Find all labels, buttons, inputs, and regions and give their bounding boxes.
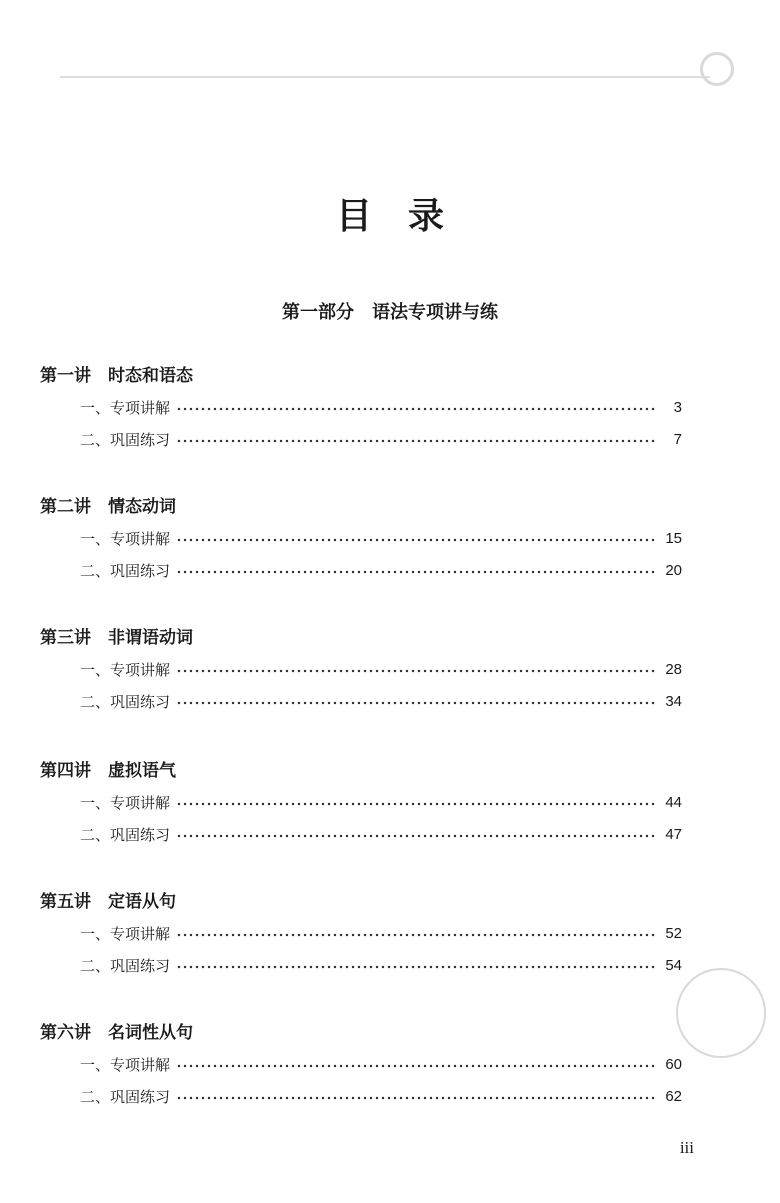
dot-leader bbox=[176, 407, 656, 411]
dot-leader bbox=[176, 1096, 656, 1100]
entry-page-number: 52 bbox=[665, 924, 682, 942]
lecture-title-text: 第六讲 名词性从句 bbox=[40, 1023, 193, 1043]
entry-label: 一、专项讲解 bbox=[80, 660, 171, 679]
entry-label: 二、巩固练习 bbox=[80, 430, 171, 449]
entry-page-number: 28 bbox=[665, 660, 682, 678]
bleed-through-header-rule bbox=[60, 76, 710, 78]
lecture-title-text: 第四讲 虚拟语气 bbox=[40, 761, 176, 781]
entry-page-number: 20 bbox=[665, 561, 682, 579]
toc-entry[interactable] bbox=[80, 949, 682, 981]
part-heading-text: 第一部分 语法专项讲与练 bbox=[282, 302, 498, 323]
lecture-title-text: 第二讲 情态动词 bbox=[40, 497, 176, 517]
lecture-title bbox=[40, 361, 690, 391]
toc-lecture bbox=[40, 623, 690, 717]
toc-entry[interactable] bbox=[80, 391, 682, 423]
entry-page-number: 34 bbox=[665, 692, 682, 710]
entry-label: 一、专项讲解 bbox=[80, 1055, 171, 1074]
toc-entry[interactable] bbox=[80, 917, 682, 949]
toc-entry[interactable] bbox=[80, 818, 682, 850]
lecture-title-text: 第三讲 非谓语动词 bbox=[40, 628, 193, 648]
toc-lecture bbox=[40, 361, 690, 455]
toc-lecture bbox=[40, 1018, 690, 1112]
dot-leader bbox=[176, 965, 656, 969]
entry-page-number: 7 bbox=[673, 430, 682, 448]
entry-page-number: 47 bbox=[665, 825, 682, 843]
entry-label: 一、专项讲解 bbox=[80, 398, 171, 417]
dot-leader bbox=[176, 538, 656, 542]
entry-page-number: 44 bbox=[665, 793, 682, 811]
lecture-title bbox=[40, 492, 690, 522]
lecture-title bbox=[40, 887, 690, 917]
lecture-title-text: 第五讲 定语从句 bbox=[40, 892, 176, 912]
dot-leader bbox=[176, 439, 656, 443]
toc-entry[interactable] bbox=[80, 786, 682, 818]
lecture-title-text: 第一讲 时态和语态 bbox=[40, 366, 193, 386]
dot-leader bbox=[176, 1064, 656, 1068]
dot-leader bbox=[176, 834, 656, 838]
part-heading bbox=[0, 298, 780, 324]
toc-entry[interactable] bbox=[80, 653, 682, 685]
toc-lecture bbox=[40, 756, 690, 850]
entry-page-number: 3 bbox=[673, 398, 682, 416]
entry-page-number: 15 bbox=[665, 529, 682, 547]
entry-label: 二、巩固练习 bbox=[80, 956, 171, 975]
dot-leader bbox=[176, 802, 656, 806]
dot-leader bbox=[176, 933, 656, 937]
toc-lecture bbox=[40, 492, 690, 586]
lecture-title bbox=[40, 623, 690, 653]
entry-page-number: 62 bbox=[665, 1087, 682, 1105]
toc-entry[interactable] bbox=[80, 554, 682, 586]
entry-label: 二、巩固练习 bbox=[80, 1087, 171, 1106]
toc-entry[interactable] bbox=[80, 423, 682, 455]
entry-page-number: 60 bbox=[665, 1055, 682, 1073]
toc-entry[interactable] bbox=[80, 1080, 682, 1112]
lecture-title bbox=[40, 756, 690, 786]
page-title bbox=[0, 188, 780, 239]
entry-label: 二、巩固练习 bbox=[80, 692, 171, 711]
toc-entry[interactable] bbox=[80, 522, 682, 554]
entry-label: 一、专项讲解 bbox=[80, 529, 171, 548]
dot-leader bbox=[176, 570, 656, 574]
toc-lecture bbox=[40, 887, 690, 981]
entry-label: 二、巩固练习 bbox=[80, 825, 171, 844]
entry-page-number: 54 bbox=[665, 956, 682, 974]
dot-leader bbox=[176, 669, 656, 673]
entry-label: 一、专项讲解 bbox=[80, 924, 171, 943]
entry-label: 二、巩固练习 bbox=[80, 561, 171, 580]
toc-entry[interactable] bbox=[80, 685, 682, 717]
dot-leader bbox=[176, 701, 656, 705]
lecture-title bbox=[40, 1018, 690, 1048]
page-title-text: 目 录 bbox=[335, 196, 444, 237]
entry-label: 一、专项讲解 bbox=[80, 793, 171, 812]
page-folio: iii bbox=[679, 1138, 694, 1157]
toc-entry[interactable] bbox=[80, 1048, 682, 1080]
bleed-through-logo bbox=[700, 52, 734, 86]
